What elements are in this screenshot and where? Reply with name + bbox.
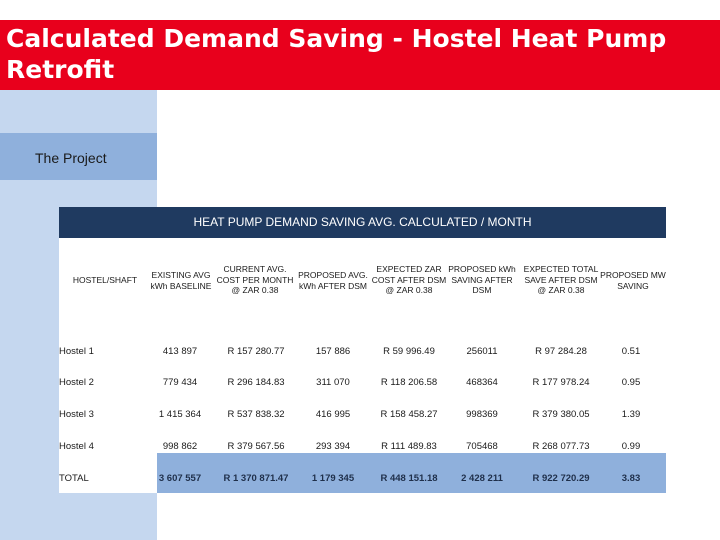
existing-kwh: 998 862 — [162, 441, 198, 452]
kwh-saving: 998369 — [466, 409, 498, 420]
total-save: R 177 978.24 — [532, 377, 590, 388]
total-mw-saving: 3.83 — [621, 473, 641, 484]
current-cost: R 296 184.83 — [227, 377, 285, 388]
kwh-saving: 468364 — [466, 377, 498, 388]
expected-cost: R 111 489.83 — [381, 441, 437, 452]
total-current-cost: R 1 370 871.47 — [223, 473, 289, 484]
existing-kwh: 779 434 — [162, 377, 198, 388]
proposed-kwh: 293 394 — [315, 441, 351, 452]
hostel-name: Hostel 1 — [59, 346, 94, 357]
table-title: HEAT PUMP DEMAND SAVING AVG. CALCULATED / MONTH — [59, 207, 666, 238]
expected-cost: R 158 458.27 — [380, 409, 438, 420]
column-header-mw-saving: PROPOSED MW SAVING — [600, 270, 666, 291]
total-proposed-kwh: 1 179 345 — [311, 473, 355, 484]
current-cost: R 537 838.32 — [227, 409, 285, 420]
mw-saving: 0.95 — [621, 377, 641, 388]
proposed-kwh: 416 995 — [315, 409, 351, 420]
column-header-existing-kwh: EXISTING AVG kWh BASELINE — [150, 270, 212, 291]
existing-kwh: 1 415 364 — [158, 409, 202, 420]
existing-kwh: 413 897 — [162, 346, 198, 357]
hostel-name: Hostel 3 — [59, 409, 94, 420]
hostel-name: Hostel 2 — [59, 377, 94, 388]
column-header-total-save: EXPECTED TOTAL SAVE AFTER DSM @ ZAR 0.38 — [523, 264, 599, 295]
total-label: TOTAL — [59, 473, 89, 484]
title-banner — [0, 20, 720, 90]
column-header-expected-cost: EXPECTED ZAR COST AFTER DSM @ ZAR 0.38 — [371, 264, 447, 295]
total-save: R 97 284.28 — [535, 346, 587, 357]
expected-cost: R 59 996.49 — [383, 346, 435, 357]
proposed-kwh: 157 886 — [315, 346, 351, 357]
expected-cost: R 118 206.58 — [380, 377, 438, 388]
column-header-current-cost: CURRENT AVG. COST PER MONTH @ ZAR 0.38 — [216, 264, 294, 295]
mw-saving: 0.51 — [621, 346, 641, 357]
hostel-name: Hostel 4 — [59, 441, 94, 452]
proposed-kwh: 311 070 — [316, 377, 350, 388]
total-expected-cost: R 448 151.18 — [380, 473, 438, 484]
current-cost: R 379 567.56 — [227, 441, 285, 452]
column-header-kwh-saving: PROPOSED kWh SAVING AFTER DSM — [448, 264, 516, 295]
total-existing-kwh: 3 607 557 — [158, 473, 202, 484]
kwh-saving: 705468 — [466, 441, 498, 452]
slide-title: Calculated Demand Saving - Hostel Heat Pump Retrofit — [6, 24, 667, 84]
column-header-proposed-kwh: PROPOSED AVG. kWh AFTER DSM — [298, 270, 368, 291]
kwh-saving: 256011 — [466, 346, 498, 357]
mw-saving: 1.39 — [621, 409, 641, 420]
section-label: The Project — [35, 150, 107, 166]
column-header-hostel: HOSTEL/SHAFT — [72, 275, 138, 285]
current-cost: R 157 280.77 — [227, 346, 285, 357]
total-kwh-saving: 2 428 211 — [461, 473, 503, 484]
total-save-amount: R 922 720.29 — [532, 473, 590, 484]
mw-saving: 0.99 — [621, 441, 641, 452]
total-save: R 379 380.05 — [532, 409, 590, 420]
total-save: R 268 077.73 — [532, 441, 590, 452]
